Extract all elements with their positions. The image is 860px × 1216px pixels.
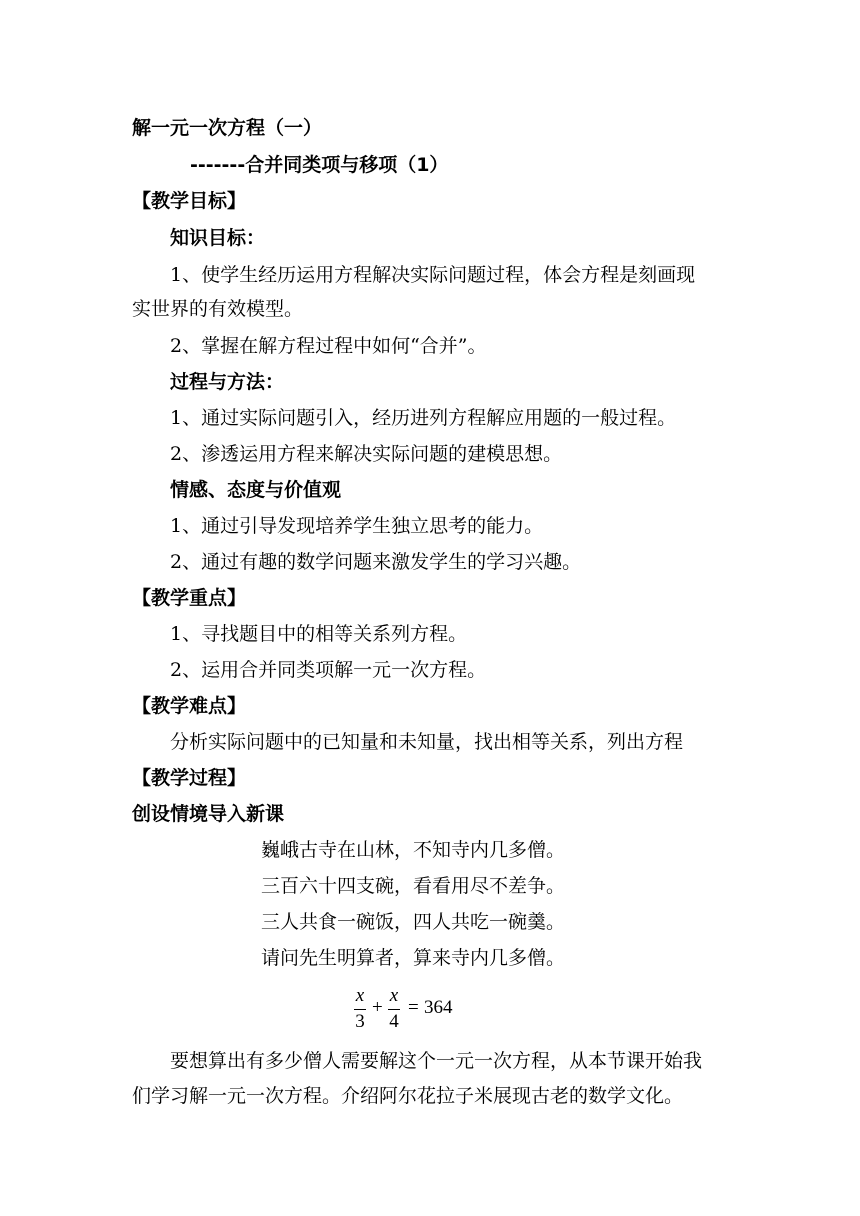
- process-item-1: 1、通过实际问题引入，经历进列方程解应用题的一般过程。: [170, 407, 677, 429]
- document-title: 解一元一次方程（一）: [132, 117, 323, 139]
- fraction-denominator: 4: [389, 1011, 399, 1032]
- key-points-heading: 【教学重点】: [132, 587, 247, 609]
- poem-line-3: 三人共食一碗饭，四人共吃一碗羹。: [261, 911, 566, 933]
- knowledge-item-2: 2、掌握在解方程过程中如何“合并”。: [170, 335, 487, 357]
- closing-paragraph-line-1: 要想算出有多少僧人需要解这个一元一次方程，从本节课开始我: [170, 1050, 703, 1072]
- fraction-bar: [354, 1009, 366, 1010]
- difficulty-heading: 【教学难点】: [132, 695, 247, 717]
- process-heading: 过程与方法：: [170, 371, 285, 393]
- emotion-heading: 情感、态度与价值观: [170, 479, 342, 501]
- key-point-1: 1、寻找题目中的相等关系列方程。: [170, 623, 468, 645]
- plus-sign: +: [372, 997, 383, 1018]
- intro-heading: 创设情境导入新课: [132, 803, 285, 825]
- knowledge-item-1-line-2: 实世界的有效模型。: [132, 298, 304, 320]
- equation-rhs: 364: [424, 997, 453, 1018]
- difficulty-item: 分析实际问题中的已知量和未知量，找出相等关系，列出方程: [170, 731, 684, 753]
- goals-heading: 【教学目标】: [132, 190, 247, 212]
- emotion-item-1: 1、通过引导发现培养学生独立思考的能力。: [170, 515, 544, 537]
- knowledge-heading: 知识目标：: [170, 227, 266, 249]
- closing-paragraph-line-2: 们学习解一元一次方程。介绍阿尔花拉子米展现古老的数学文化。: [132, 1085, 684, 1107]
- poem-line-4: 请问先生明算者，算来寺内几多僧。: [261, 947, 566, 969]
- fraction-numerator: x: [355, 985, 365, 1006]
- emotion-item-2: 2、通过有趣的数学问题来激发学生的学习兴趣。: [170, 551, 582, 573]
- poem-line-1: 巍峨古寺在山林，不知寺内几多僧。: [261, 839, 566, 861]
- poem-line-2: 三百六十四支碗，看看用尽不差争。: [261, 875, 566, 897]
- process-item-2: 2、渗透运用方程来解决实际问题的建模思想。: [170, 443, 563, 465]
- knowledge-item-1-line-1: 1、使学生经历运用方程解决实际问题过程，体会方程是刻画现: [170, 264, 696, 286]
- procedure-heading: 【教学过程】: [132, 767, 247, 789]
- equals-sign: =: [408, 997, 419, 1018]
- document-subtitle: -------合并同类项与移项（1）: [190, 154, 449, 176]
- fraction-bar: [388, 1009, 400, 1010]
- key-point-2: 2、运用合并同类项解一元一次方程。: [170, 659, 487, 681]
- fraction-denominator: 3: [355, 1011, 365, 1032]
- fraction-numerator: x: [389, 985, 399, 1006]
